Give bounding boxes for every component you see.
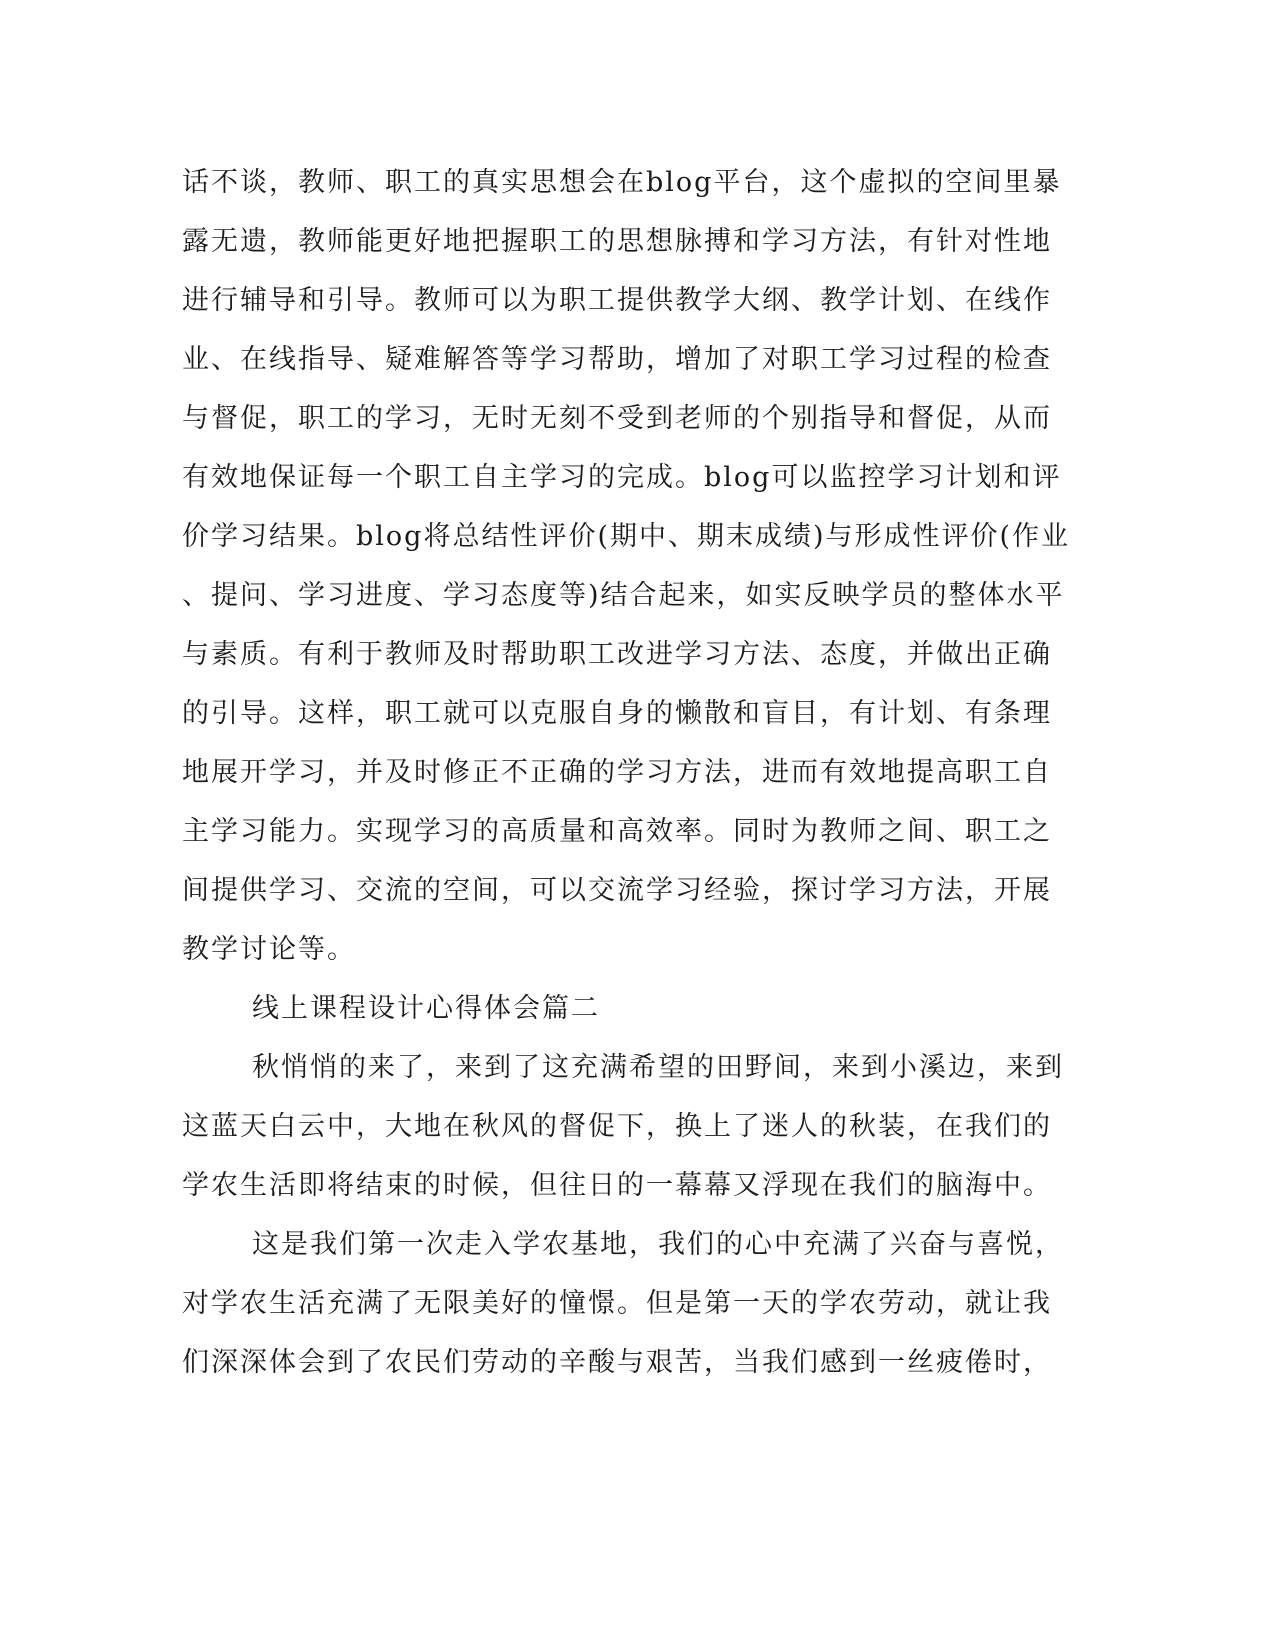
section-heading: 线上课程设计心得体会篇二 [252,993,600,1024]
text-line: 学农生活即将结束的时候，但往日的一幕幕又浮现在我们的脑海中。 [182,1170,1052,1201]
text-line: 的引导。这样，职工就可以克服自身的懒散和盲目，有计划、有条理 [182,698,1052,729]
text-line: 与督促，职工的学习，无时无刻不受到老师的个别指导和督促，从而 [182,403,1052,434]
text-line: 这蓝天白云中，大地在秋风的督促下，换上了迷人的秋装，在我们的 [182,1111,1052,1142]
text-line: 话不谈，教师、职工的真实思想会在blog平台，这个虚拟的空间里暴 [182,167,1062,198]
text-line: 业、在线指导、疑难解答等学习帮助，增加了对职工学习过程的检查 [182,344,1052,375]
text-line: 间提供学习、交流的空间，可以交流学习经验，探讨学习方法，开展 [182,875,1052,906]
text-line: 与素质。有利于教师及时帮助职工改进学习方法、态度，并做出正确 [182,639,1052,670]
text-line: 教学讨论等。 [182,934,356,965]
text-line: 价学习结果。blog将总结性评价(期中、期末成绩)与形成性评价(作业 [182,521,1071,552]
text-line: 这是我们第一次走入学农基地，我们的心中充满了兴奋与喜悦， [252,1229,1064,1260]
text-line: 对学农生活充满了无限美好的憧憬。但是第一天的学农劳动，就让我 [182,1288,1052,1319]
text-line: 主学习能力。实现学习的高质量和高效率。同时为教师之间、职工之 [182,816,1052,847]
text-line: 秋悄悄的来了，来到了这充满希望的田野间，来到小溪边，来到 [252,1052,1064,1083]
text-line: 地展开学习，并及时修正不正确的学习方法，进而有效地提高职工自 [182,757,1052,788]
text-line: 、提问、学习进度、学习态度等)结合起来，如实反映学员的整体水平 [182,580,1065,611]
text-line: 露无遗，教师能更好地把握职工的思想脉搏和学习方法，有针对性地 [182,226,1052,257]
text-line: 进行辅导和引导。教师可以为职工提供教学大纲、教学计划、在线作 [182,285,1052,316]
text-line: 有效地保证每一个职工自主学习的完成。blog可以监控学习计划和评 [182,462,1062,493]
text-line: 们深深体会到了农民们劳动的辛酸与艰苦，当我们感到一丝疲倦时， [182,1347,1052,1378]
